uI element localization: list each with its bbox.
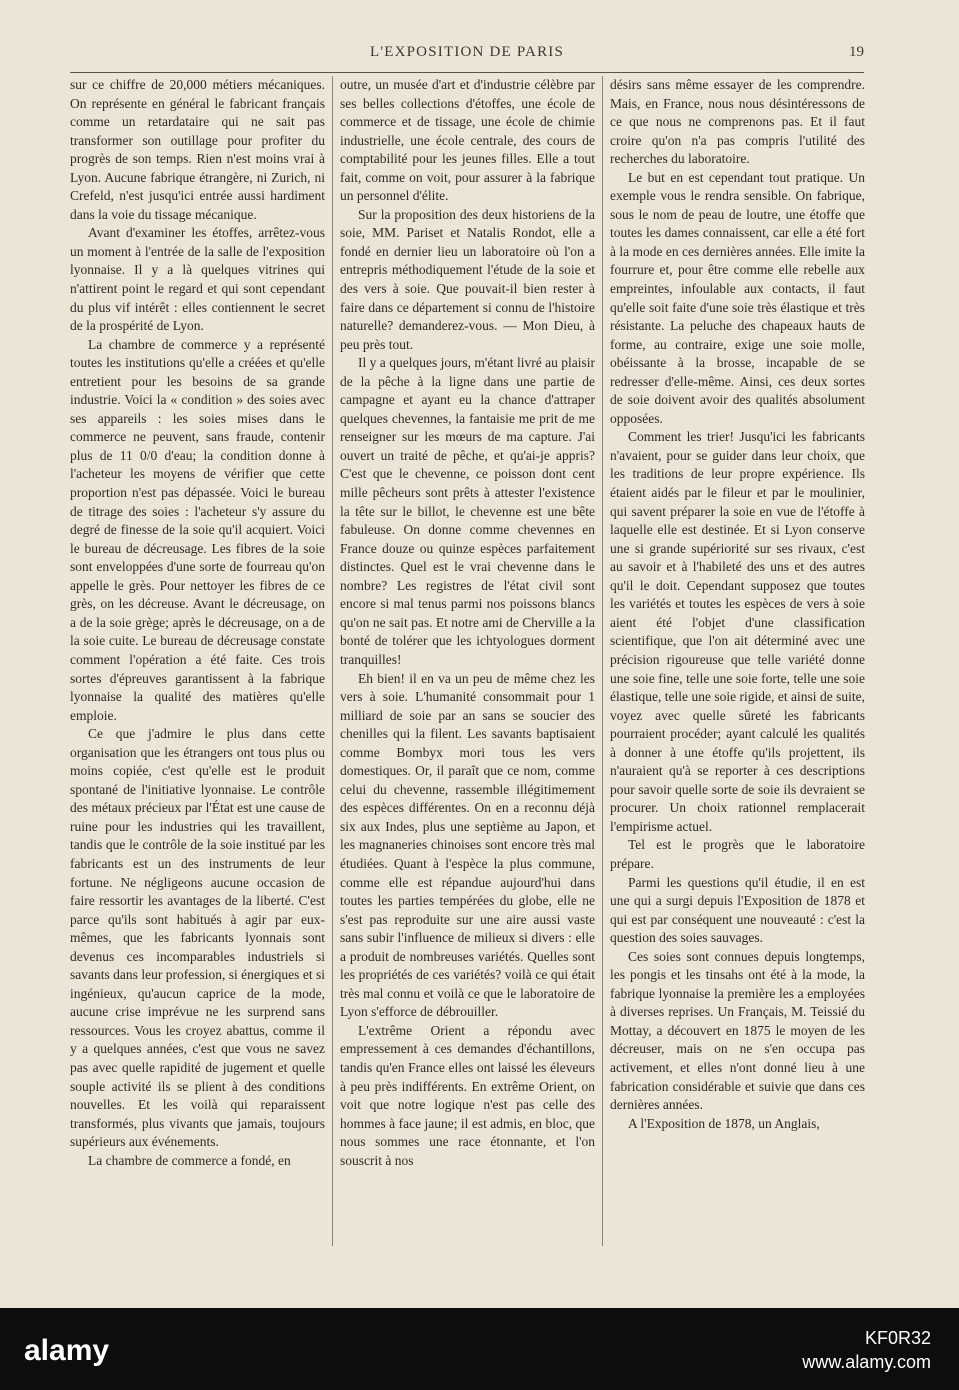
paragraph: A l'Exposition de 1878, un Anglais,: [628, 1115, 820, 1131]
header-rule: [70, 72, 864, 73]
page-number: 19: [849, 44, 864, 60]
paragraph: Il y a quelques jours, m'étant livré au plaisir de la pêche à la ligne dans une partie de campagne et ayant eu la chance d'attraper quelques chevennes, la fantaisie me prit de me renseigner sur les mœurs de ma capture. J'ai ouvert un traité de pêche, et qu'ai-je appris? C'est que le chevenne, ce poisson dont cent mille pêcheurs sont prêts à attester l'existence la tête sur le billot, le chevenne est une bête fabuleuse. On donne comme chevennes en France douze ou quinze espèces parfaitement distinctes. Quel est le vrai chevenne dans le nombre? Les registres de l'état civil sont encore si mal tenus parmi nos poissons blancs qu'on ne sait pas. Et notre ami de Cherville a la bonté de tolérer que les ichtyologues dorment tranquilles!: [340, 355, 595, 667]
watermark-logo: alamy: [24, 1334, 110, 1367]
paragraph: Sur la proposition des deux historiens de la soie, MM. Pariset et Natalis Rondot, elle a fondé en dernier lieu un laboratoire où l'on a entrepris méthodiquement l'étude de la soie et des vers à soie. Que pouvait-il bien rester à faire dans ce département si connu de l'histoire naturelle? demanderez-vous. — Mon Dieu, à peu près tout.: [340, 206, 595, 352]
paragraph: Ce que j'admire le plus dans cette organisation que les étrangers ont tous plus ou moins copiée, c'est qu'elle est le produit spontané de l'initiative lyonnaise. Le contrôle des métaux précieux par l'État est une cause de ruine pour les industries qui les travaillent, tandis que le contrôle de la soie institué par les fabricants est un des instruments de leur fortune. Ne négligeons aucune occasion de faire ressortir les avantages de la liberté. C'est parce qu'ils sont habitués à agir par eux-mêmes, que les fabricants lyonnais sont devenus ces incomparables industriels si savants dans leur profession, si énergiques et si ingénieux, qu'aucun caprice de la mode, aucune crise imprévue ne les surprend sans ressources. Vous les croyez abattus, comme il y a quelques années, c'est que vous ne savez pas avec quelle rapidité de jugement et quelle souple activité ils se plient à des conditions nouvelles. Et les voilà qui reparaissent transformés, plus vivants que jamais, toujours supérieurs aux événements.: [70, 726, 325, 1150]
paragraph: Avant d'examiner les étoffes, arrêtez-vous un moment à l'entrée de la salle de l'exposition lyonnaise. Il y a là quelques vitrines qui n'attirent point le regard et qui sont cependant du plus vif intérêt : elles contiennent le secret de la prospérité de Lyon.: [70, 225, 325, 334]
watermark-band: [0, 1308, 959, 1390]
image-id: KF0R32: [864, 1328, 931, 1348]
paragraph: Le but en est cependant tout pratique. Un exemple vous le rendra sensible. On fabrique, sous le nom de peau de loutre, une étoffe que toutes les dames connaissent, car elle a été fort à la mode en ces dernières années. Elle imite la fourrure et, pour être comme elle rebelle aux empreintes, infoulable aux contacts, il faut qu'elle soit faite d'une soie très élastique et très résistante. La peluche des chapeaux hauts de forme, au contraire, exige une soie molle, obéissante à la brosse, incapable de se redresser d'elle-même. Ainsi, ces deux sortes de soie doivent avoir des qualités absolument opposées.: [610, 169, 865, 426]
paragraph: outre, un musée d'art et d'industrie célèbre par ses belles collections d'étoffes, une école de commerce et de tissage, une école de chimie industrielle, une école centrale, des cours de comptabilité pour les jeunes filles. Elle a tout fait, comme on voit, pour assurer à la fabrique un personnel d'élite.: [340, 77, 595, 204]
page-title: L'EXPOSITION DE PARIS: [369, 44, 565, 60]
column-divider: [332, 76, 333, 1246]
paragraph: désirs sans même essayer de les comprendre. Mais, en France, nous nous désintéressons de ce que nous ne comprenons pas. Et il faut croire qu'on n'a pas compris l'utilité des recherches du laboratoire.: [610, 77, 865, 167]
paragraph: Tel est le progrès que le laboratoire prépare.: [610, 837, 865, 871]
running-header: [70, 44, 864, 70]
text-column-1: [70, 76, 325, 1246]
text-column-3: [610, 76, 865, 1246]
paragraph: La chambre de commerce a fondé, en: [88, 1152, 291, 1168]
watermark-id: [802, 1326, 931, 1374]
paragraph: Ces soies sont connues depuis longtemps, les pongis et les tinsahs ont été à la mode, la fabrique lyonnaise la première les a employées à diverses reprises. Un Français, M. Teissié du Mottay, a découvert en 1875 le moyen de les décreuser, mais on ne s'en occupa pas activement, et elles n'ont donné lieu à une fabrication considérable et suivie que dans ces dernières années.: [610, 948, 865, 1113]
column-divider: [602, 76, 603, 1246]
watermark-site: www.alamy.com: [802, 1352, 931, 1372]
paragraph: La chambre de commerce y a représenté toutes les institutions qu'elle a créées et qu'elle entretient pour les besoins de sa grande industrie. Voici la « condition » des soies avec ses appareils : les soies mises dans le commerce ne peuvent, sans fraude, contenir plus de 11 0/0 d'eau; la condition donne à l'acheteur les moyens de vérifier que cette proportion n'est pas dépassée. Voici le bureau de titrage des soies : l'acheteur s'y assure du degré de finesse de la soie qu'il acquiert. Voici le bureau de décreusage. Les fibres de la soie sont enveloppées d'une sorte de fourreau qu'on appelle le grès. Pour nettoyer les fibres de ce grès, on les décreuse. Avant le décreusage, on a de la soie grège; après le décreusage, on a de la soie cuite. Le bureau de décreusage constate comment l'opération a été faite. Ces trois sortes d'épreuves garantissent à la fabrique lyonnaise la qualité des matières qu'elle emploie.: [70, 336, 325, 723]
text-column-2: [340, 76, 595, 1246]
paragraph: Parmi les questions qu'il étudie, il en est une qui a surgi depuis l'Exposition de 1878 et qui est par conséquent une nouveauté : c'est la question des soies sauvages.: [610, 874, 865, 946]
paragraph: L'extrême Orient a répondu avec empressement à ces demandes d'échantillons, tandis qu'en France elles ont laissé les éleveurs à peu près indifférents. En extrême Orient, on voit que notre logique n'est pas celle des hommes à face jaune; il est admis, en bloc, que nous sommes une race étonnante, et l'on souscrit à nos: [340, 1022, 595, 1168]
paragraph: Eh bien! il en va un peu de même chez les vers à soie. L'humanité consommait pour 1 milliard de soie par an sans se soucier des chenilles qui la filent. Les savants baptisaient comme Bombyx mori tous les vers domestiques. Or, il paraît que ce nom, comme celui du chevenne, rassemble illégitimement des espèces différentes. On en a reconnu déjà six aux Indes, plus une septième au Japon, et les magnaneries chinoises sont encore très mal étudiées. Quant à l'espèce la plus commune, comme elle est répandue aujourd'hui dans toutes les parties tempérées du globe, elle ne s'est pas reproduite sur une aire aussi vaste sans subir l'influence de milieux si divers : elle a produit de nombreuses variétés. Quelles sont les propriétés de ces variétés? voilà ce qui était très mal connu et voilà ce que le laboratoire de Lyon s'efforce de débrouiller.: [340, 670, 595, 1020]
paragraph: sur ce chiffre de 20,000 métiers mécaniques. On représente en général le fabricant français comme un retardataire qui ne sait pas transformer son outillage pour profiter du progrès de son temps. Rien n'est moins vrai à Lyon. Aucune fabrique étrangère, ni Zurich, ni Crefeld, n'est jusqu'ici entrée aussi hardiment dans la voie du tissage mécanique.: [70, 77, 325, 222]
text-columns: [70, 76, 865, 1246]
paragraph: Comment les trier! Jusqu'ici les fabricants n'avaient, pour se guider dans leur choix, que les traditions de leur propre expérience. Ils étaient aidés par le fileur et par le moulinier, qui savent préparer la soie en vue de l'étoffe à laquelle elle est destinée. Et si Lyon conserve une si grande supériorité sur ses rivaux, c'est au savoir et à l'habileté des uns et des autres qu'il le doit. Cependant supposez que toutes les variétés et toutes les espèces de vers à soie aient été l'objet d'une classification scientifique, que l'on ait déterminé avec une précision rigoureuse que telle variété donne une soie fine, telle une soie forte, telle une soie élastique, telle une soie rigide, et ainsi de suite, voyez avec quelle sûreté les fabricants pourraient procéder; ayant calculé les qualités à donner à une étoffe qu'ils projettent, ils n'auraient qu'à se reporter à ces descriptions pour savoir quelle sorte de soie ils devraient se procurer. Un choix rationnel remplacerait l'empirisme actuel.: [610, 429, 865, 834]
